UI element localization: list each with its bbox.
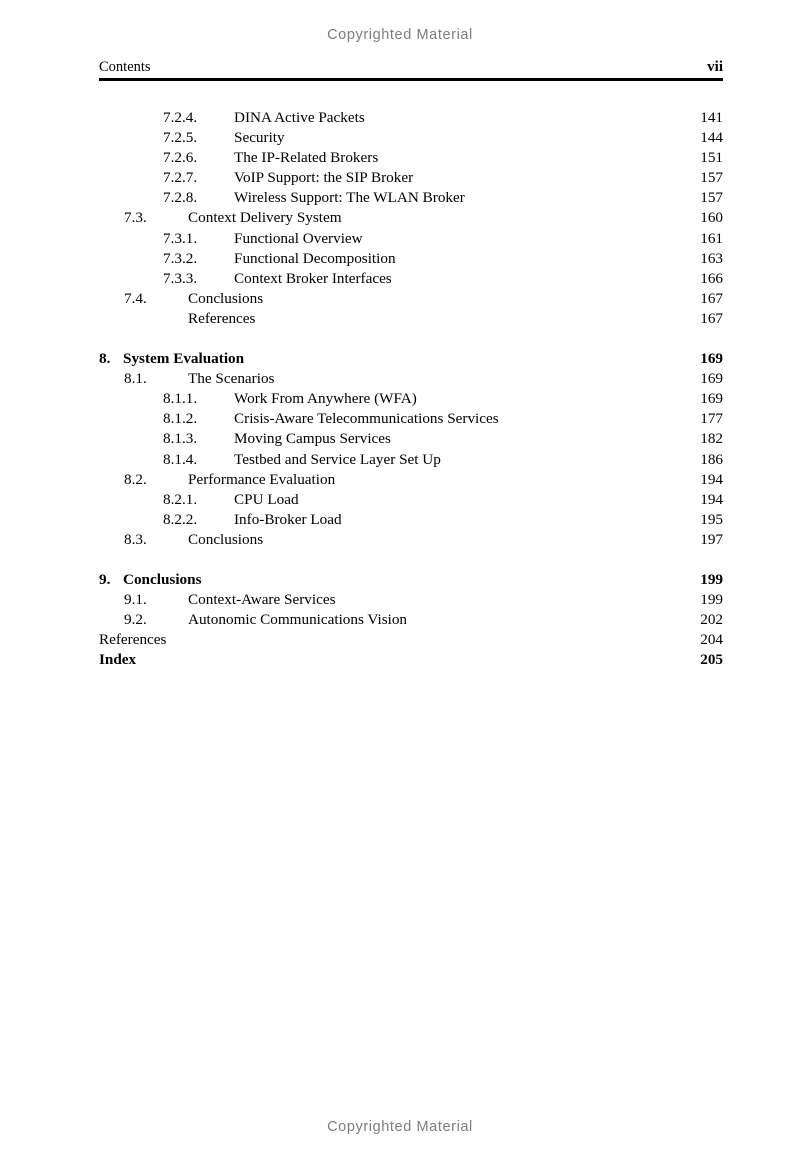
toc-entry-number: 7.2.7. bbox=[163, 169, 198, 187]
toc-entry-label: Index bbox=[99, 651, 137, 669]
toc-entry[interactable] bbox=[99, 630, 723, 650]
toc-entry-number: 7.4. bbox=[124, 289, 147, 307]
toc-entry-label: Wireless Support: The WLAN Broker bbox=[234, 189, 465, 207]
toc-entry-number: 8. bbox=[99, 350, 111, 368]
toc-entry-number: 7.3. bbox=[124, 209, 147, 227]
toc-entry-page-number: 169 bbox=[700, 370, 723, 388]
toc-entry-page-number: 141 bbox=[700, 109, 723, 126]
toc-entry-page-number: 160 bbox=[700, 209, 723, 227]
toc-entry-number: 8.3. bbox=[124, 530, 147, 548]
toc-entry-number: 8.1. bbox=[124, 370, 147, 388]
toc-entry-number: 8.1.1. bbox=[163, 390, 198, 408]
toc-entry-label: Conclusions bbox=[188, 530, 264, 548]
toc-entry-label: Functional Decomposition bbox=[234, 249, 396, 267]
toc-entry[interactable] bbox=[99, 249, 723, 269]
toc-entry[interactable] bbox=[99, 389, 723, 409]
toc-entry-page-number: 199 bbox=[700, 570, 723, 588]
toc-entry-page-number: 167 bbox=[700, 289, 723, 307]
toc-entry-page-number: 195 bbox=[700, 510, 723, 528]
toc-entry-label: References bbox=[188, 309, 256, 327]
toc-entry-page-number: 167 bbox=[700, 309, 723, 327]
toc-entry-page-number: 151 bbox=[700, 149, 723, 167]
toc-entry-number: 9. bbox=[99, 570, 111, 588]
toc-entry-page-number: 197 bbox=[700, 530, 723, 548]
toc-entry[interactable] bbox=[99, 570, 723, 590]
toc-entry[interactable] bbox=[99, 369, 723, 389]
table-of-contents bbox=[99, 108, 723, 670]
toc-entry-label: Work From Anywhere (WFA) bbox=[234, 390, 417, 408]
toc-entry-number: 8.1.3. bbox=[163, 430, 198, 448]
toc-entry-label: The IP-Related Brokers bbox=[234, 149, 379, 167]
toc-entry-page-number: 161 bbox=[700, 229, 723, 247]
toc-entry-label: Conclusions bbox=[123, 570, 202, 588]
toc-entry-page-number: 194 bbox=[700, 490, 723, 508]
toc-entry-number: 9.1. bbox=[124, 591, 147, 609]
running-header bbox=[99, 59, 723, 76]
toc-entry[interactable] bbox=[99, 450, 723, 470]
toc-entry-page-number: 205 bbox=[700, 651, 723, 669]
toc-entry[interactable] bbox=[99, 148, 723, 168]
toc-entry-label: Functional Overview bbox=[234, 229, 363, 247]
toc-entry[interactable] bbox=[99, 610, 723, 630]
toc-entry-label: Crisis-Aware Telecommunications Services bbox=[234, 410, 499, 428]
toc-entry-label: System Evaluation bbox=[123, 350, 245, 368]
toc-entry-label: Security bbox=[234, 129, 285, 147]
toc-entry-number: 7.3.2. bbox=[163, 249, 198, 267]
toc-entry[interactable] bbox=[99, 309, 723, 329]
toc-entry-label: Conclusions bbox=[188, 289, 264, 307]
toc-entry-number: 8.2. bbox=[124, 470, 147, 488]
toc-entry-page-number: 169 bbox=[700, 390, 723, 408]
toc-entry[interactable] bbox=[99, 168, 723, 188]
toc-entry[interactable] bbox=[99, 349, 723, 369]
toc-entry-number: 7.2.8. bbox=[163, 189, 198, 207]
toc-entry-number: 7.2.5. bbox=[163, 129, 198, 147]
running-header-title: Contents bbox=[99, 59, 151, 75]
toc-entry-label: References bbox=[99, 631, 167, 649]
header-rule bbox=[99, 78, 723, 81]
toc-entry-label: Moving Campus Services bbox=[234, 430, 391, 448]
toc-entry[interactable] bbox=[99, 650, 723, 670]
toc-entry-number: 8.2.1. bbox=[163, 490, 198, 508]
toc-entry-page-number: 202 bbox=[700, 611, 723, 629]
toc-entry-page-number: 163 bbox=[700, 249, 723, 267]
toc-entry-page-number: 169 bbox=[700, 350, 723, 368]
toc-entry-page-number: 194 bbox=[700, 470, 723, 488]
toc-entry-number: 7.3.1. bbox=[163, 229, 198, 247]
copyright-watermark-bottom: Copyrighted Material bbox=[327, 1119, 473, 1135]
toc-entry-page-number: 157 bbox=[700, 189, 723, 207]
toc-entry-label: Context-Aware Services bbox=[188, 591, 336, 609]
toc-entry-label: Info-Broker Load bbox=[234, 510, 342, 528]
toc-entry[interactable] bbox=[99, 530, 723, 550]
toc-entry-page-number: 157 bbox=[700, 169, 723, 187]
toc-entry-page-number: 182 bbox=[700, 430, 723, 448]
toc-entry-label: The Scenarios bbox=[188, 370, 275, 388]
toc-entry-number: 9.2. bbox=[124, 611, 147, 629]
toc-entry-number: 8.1.4. bbox=[163, 450, 198, 468]
toc-entry-label: Context Broker Interfaces bbox=[234, 269, 392, 287]
toc-entry[interactable] bbox=[99, 429, 723, 449]
toc-entry-number: 7.3.3. bbox=[163, 269, 198, 287]
toc-entry-label: Performance Evaluation bbox=[188, 470, 336, 488]
toc-entry-page-number: 144 bbox=[700, 129, 723, 147]
toc-entry[interactable] bbox=[99, 108, 723, 128]
toc-entry-page-number: 166 bbox=[700, 269, 723, 287]
toc-entry[interactable] bbox=[99, 490, 723, 510]
toc-entry[interactable] bbox=[99, 590, 723, 610]
toc-entry-label: Testbed and Service Layer Set Up bbox=[234, 450, 441, 468]
toc-entry-page-number: 177 bbox=[700, 410, 723, 428]
toc-entry[interactable] bbox=[99, 128, 723, 148]
toc-entry[interactable] bbox=[99, 289, 723, 309]
toc-entry-number: 7.2.6. bbox=[163, 149, 198, 167]
toc-entry-label: DINA Active Packets bbox=[234, 109, 365, 126]
copyright-watermark-top: Copyrighted Material bbox=[327, 27, 473, 43]
toc-entry-page-number: 199 bbox=[700, 591, 723, 609]
toc-entry-label: Autonomic Communications Vision bbox=[188, 611, 408, 629]
toc-entry-number: 8.1.2. bbox=[163, 410, 198, 428]
toc-entry-label: Context Delivery System bbox=[188, 209, 342, 227]
toc-entry-page-number: 186 bbox=[700, 450, 723, 468]
toc-entry-label: CPU Load bbox=[234, 490, 299, 508]
toc-entry[interactable] bbox=[99, 409, 723, 429]
toc-entry-label: VoIP Support: the SIP Broker bbox=[234, 169, 414, 187]
toc-entry[interactable] bbox=[99, 510, 723, 530]
toc-entry[interactable] bbox=[99, 188, 723, 208]
running-header-folio: vii bbox=[707, 59, 723, 75]
toc-entry-number: 7.2.4. bbox=[163, 109, 198, 126]
toc-entry[interactable] bbox=[99, 470, 723, 490]
toc-entry[interactable] bbox=[99, 269, 723, 289]
toc-entry-page-number: 204 bbox=[700, 631, 723, 649]
toc-entry[interactable] bbox=[99, 229, 723, 249]
toc-entry[interactable] bbox=[99, 208, 723, 228]
toc-entry-number: 8.2.2. bbox=[163, 510, 198, 528]
